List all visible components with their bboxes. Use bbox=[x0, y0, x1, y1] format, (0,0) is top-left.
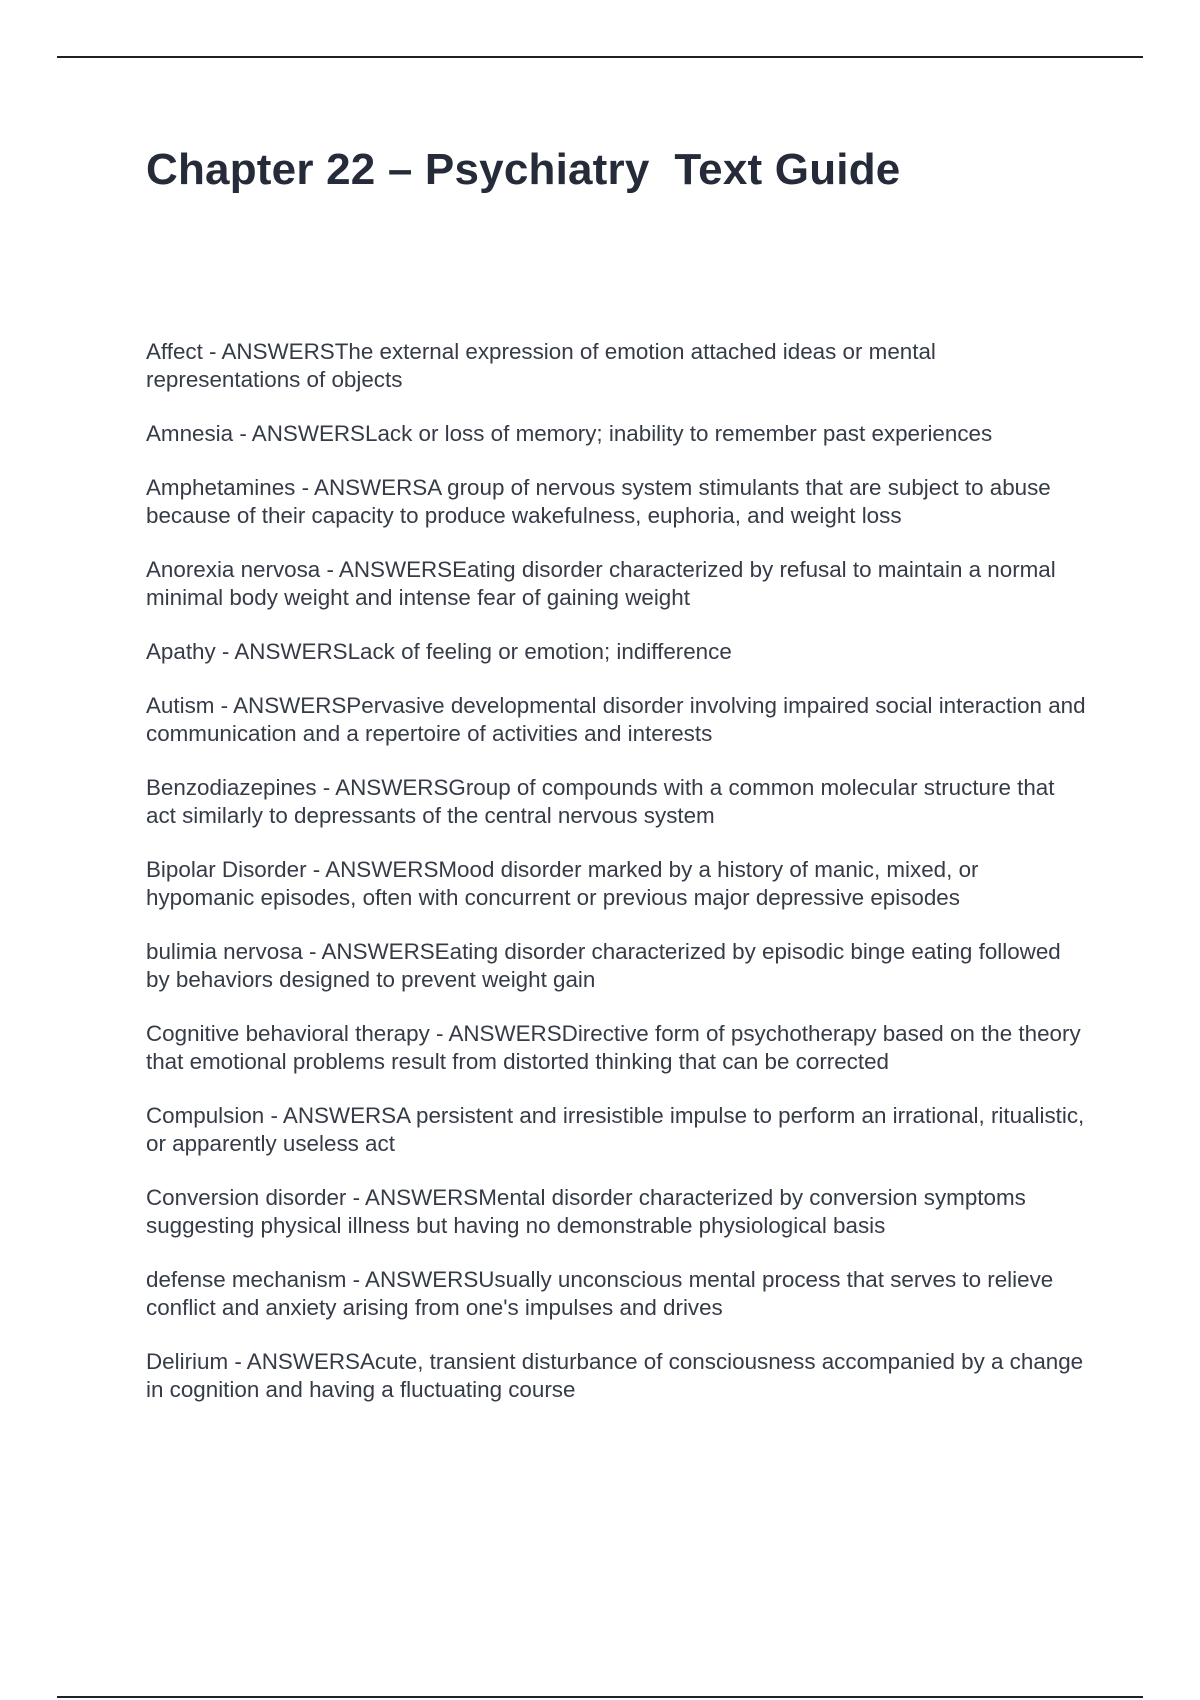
glossary-entry: Anorexia nervosa - ANSWERSEating disorder characterized by refusal to maintain a normal minimal body weight and intense fear of gaining weight bbox=[146, 557, 1056, 610]
top-rule bbox=[57, 56, 1143, 58]
glossary-entry: Amphetamines - ANSWERSA group of nervous system stimulants that are subject to abuse because of their capacity to produce wakefulness, euphoria, and weight loss bbox=[146, 475, 1051, 528]
bottom-rule bbox=[57, 1696, 1143, 1698]
glossary-entry: defense mechanism - ANSWERSUsually unconscious mental process that serves to relieve conflict and anxiety arising from one's impulses and drives bbox=[146, 1267, 1054, 1320]
glossary-entry: Compulsion - ANSWERSA persistent and irresistible impulse to perform an irrational, ritualistic, or apparently useless act bbox=[146, 1103, 1085, 1156]
glossary-list bbox=[146, 338, 1086, 1430]
glossary-entry: Conversion disorder - ANSWERSMental disorder characterized by conversion symptoms suggesting physical illness but having no demonstrable physiological basis bbox=[146, 1185, 1026, 1238]
glossary-entry: Affect - ANSWERSThe external expression of emotion attached ideas or mental representations of objects bbox=[146, 339, 936, 392]
page-title: Chapter 22 – Psychiatry Text Guide bbox=[146, 145, 901, 194]
glossary-entry: bulimia nervosa - ANSWERSEating disorder characterized by episodic binge eating followed by behaviors designed to prevent weight gain bbox=[146, 939, 1061, 992]
glossary-entry: Bipolar Disorder - ANSWERSMood disorder marked by a history of manic, mixed, or hypomanic episodes, often with concurrent or previous major depressive episodes bbox=[146, 857, 979, 910]
glossary-entry: Cognitive behavioral therapy - ANSWERSDirective form of psychotherapy based on the theory that emotional problems result from distorted thinking that can be corrected bbox=[146, 1021, 1081, 1074]
glossary-entry: Apathy - ANSWERSLack of feeling or emotion; indifference bbox=[146, 639, 732, 664]
glossary-entry: Amnesia - ANSWERSLack or loss of memory; inability to remember past experiences bbox=[146, 421, 993, 446]
glossary-entry: Delirium - ANSWERSAcute, transient disturbance of consciousness accompanied by a change in cognition and having a fluctuating course bbox=[146, 1349, 1084, 1402]
glossary-entry: Benzodiazepines - ANSWERSGroup of compounds with a common molecular structure that act similarly to depressants of the central nervous system bbox=[146, 775, 1055, 828]
glossary-entry: Autism - ANSWERSPervasive developmental disorder involving impaired social interaction and communication and a repertoire of activities and interests bbox=[146, 693, 1086, 746]
